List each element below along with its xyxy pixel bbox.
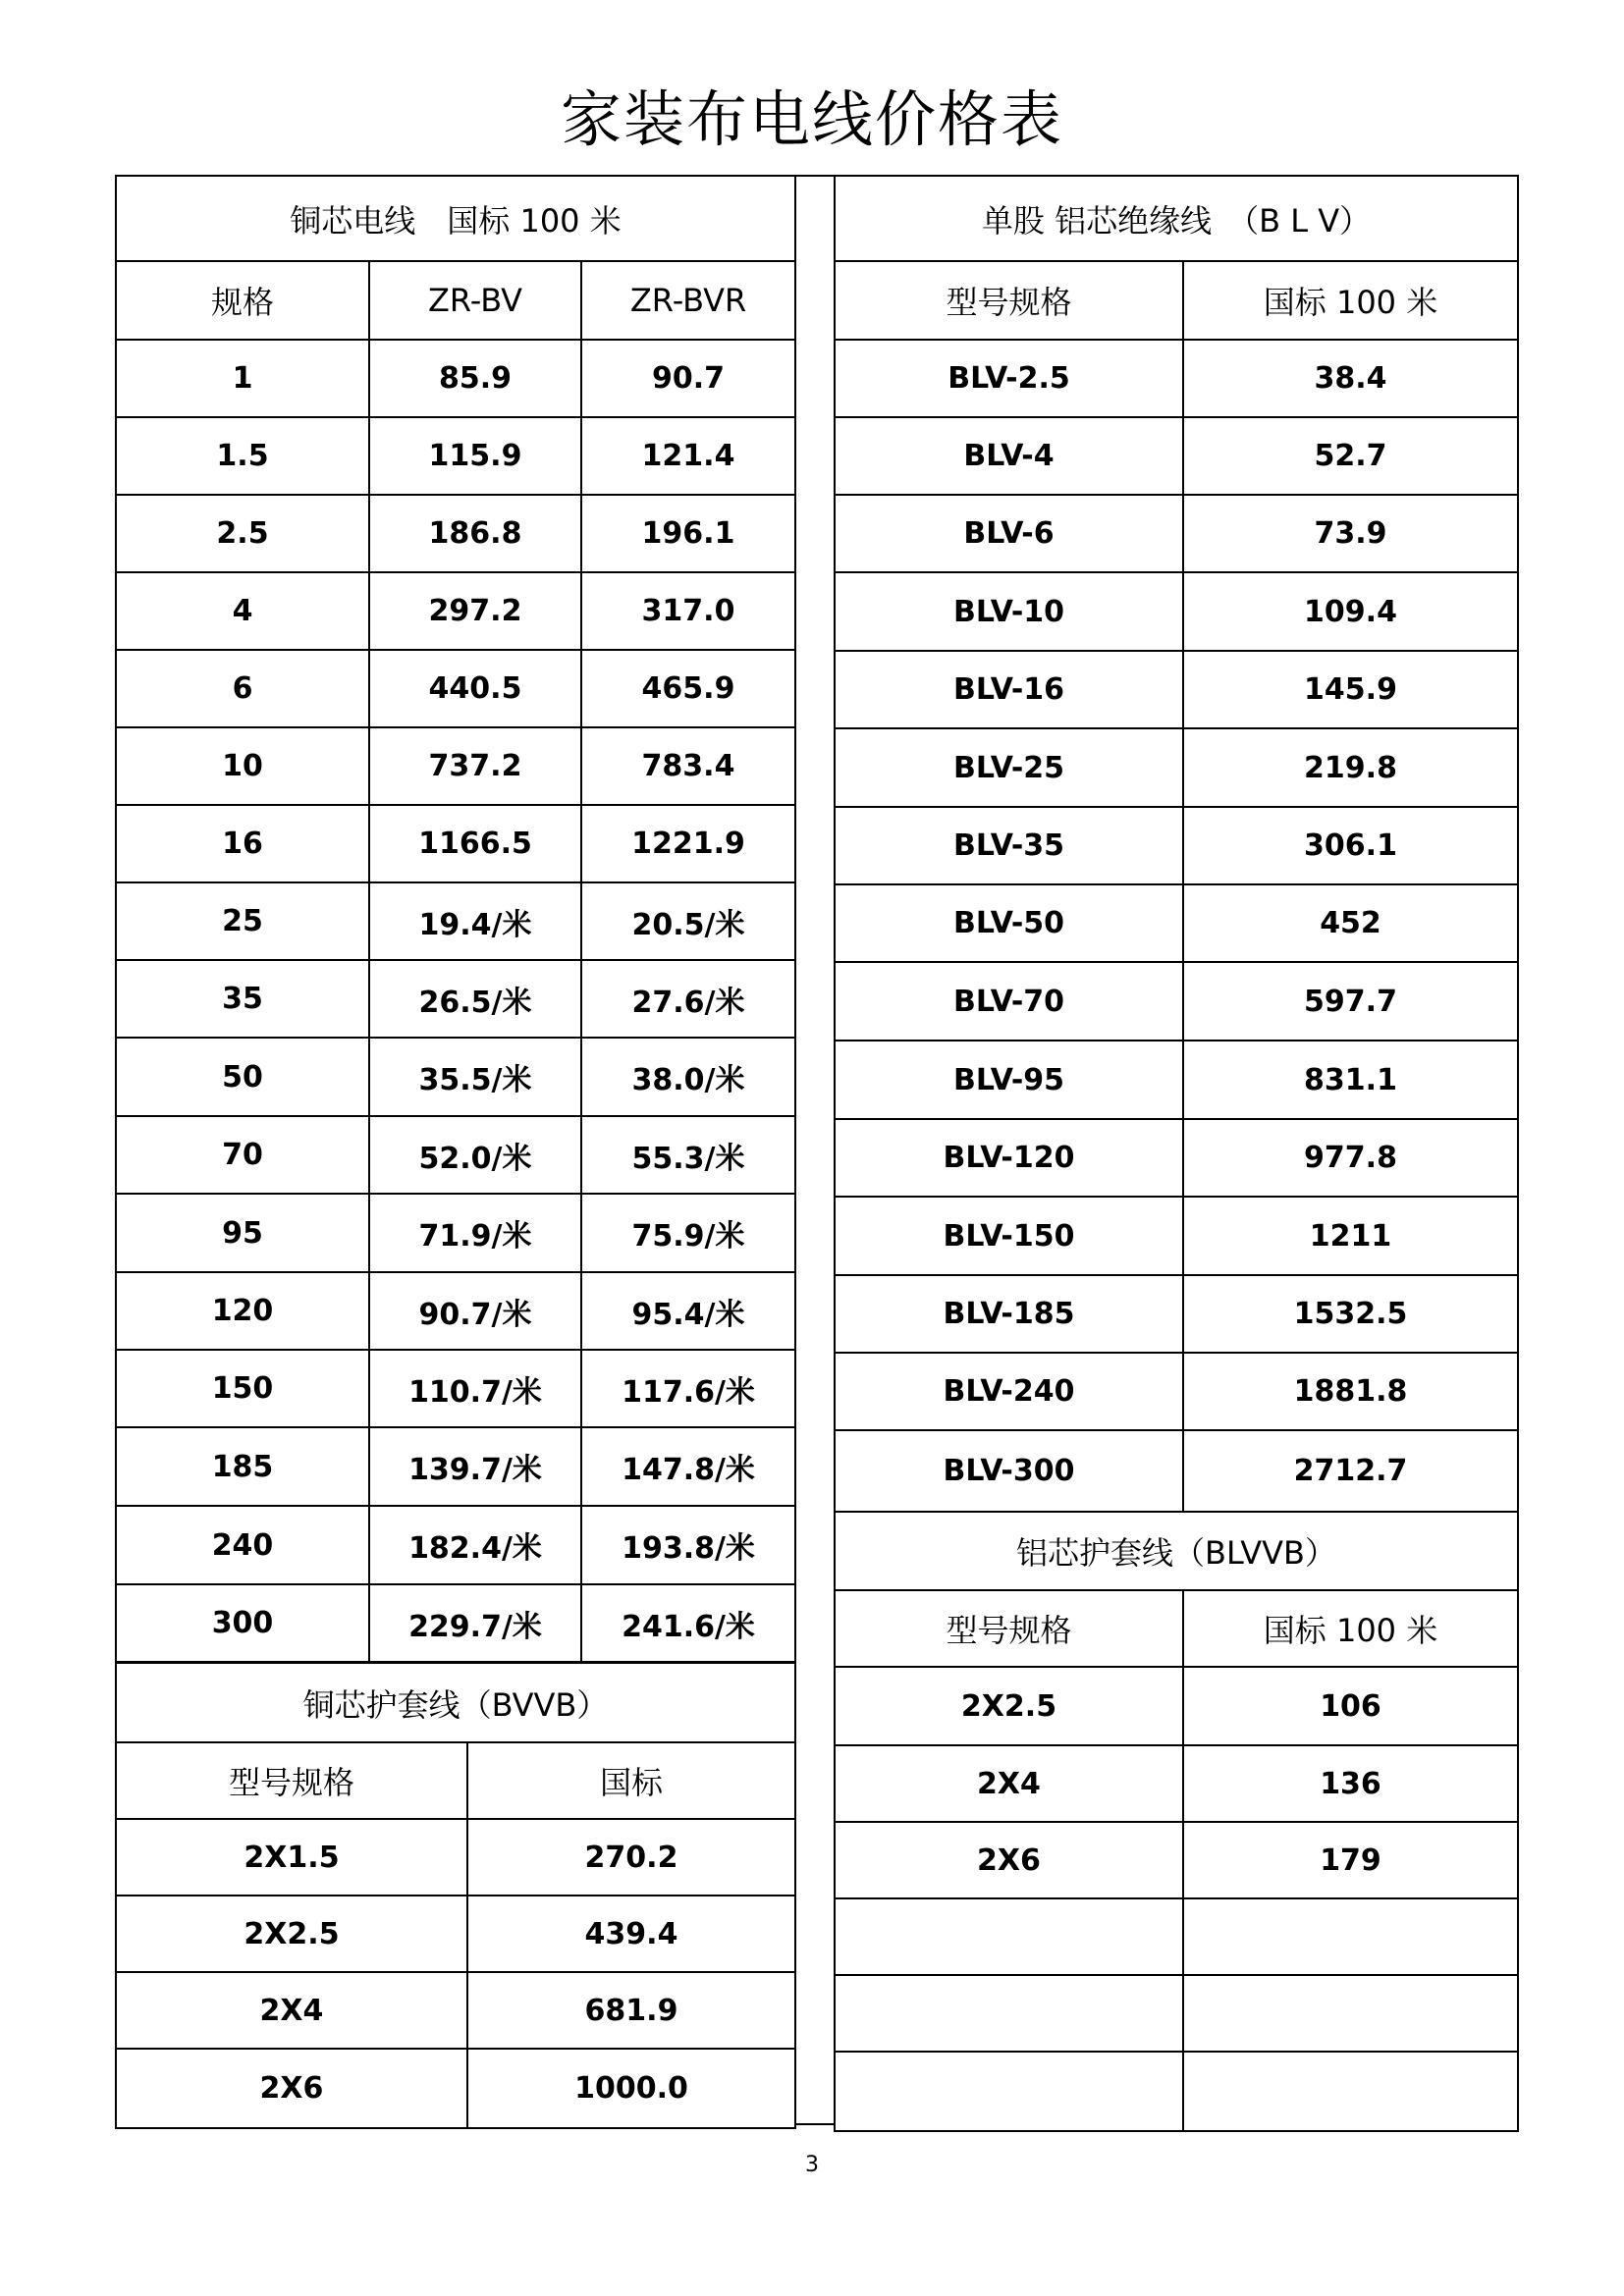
copper-header-zr-bv: ZR-BV <box>369 261 581 340</box>
aluminum-cell: 2712.7 <box>1183 1430 1518 1512</box>
copper-cell: 182.4/米 <box>369 1506 581 1584</box>
aluminum-sheathed-cell: 2X2.5 <box>835 1667 1183 1745</box>
aluminum-cell: BLV-120 <box>835 1119 1183 1197</box>
copper-header-spec: 规格 <box>116 261 369 340</box>
copper-cell: 1 <box>116 340 369 417</box>
aluminum-wire-table <box>834 175 1519 2132</box>
aluminum-row <box>835 884 1518 962</box>
copper-sheathed-cell: 439.4 <box>467 1896 795 1972</box>
copper-sheathed-cell: 1000.0 <box>467 2049 795 2128</box>
copper-cell: 35 <box>116 960 369 1038</box>
aluminum-cell: 1211 <box>1183 1197 1518 1275</box>
copper-row <box>116 960 795 1038</box>
copper-cell: 26.5/米 <box>369 960 581 1038</box>
aluminum-row <box>835 807 1518 884</box>
copper-sheathed-header-model: 型号规格 <box>116 1742 467 1819</box>
aluminum-sheathed-cell: 136 <box>1183 1745 1518 1822</box>
copper-cell: 90.7/米 <box>369 1272 581 1350</box>
aluminum-cell: BLV-50 <box>835 884 1183 962</box>
aluminum-sheathed-row <box>835 1898 1518 1975</box>
aluminum-sheathed-row <box>835 1745 1518 1822</box>
copper-sheathed-cell: 2X4 <box>116 1972 467 2049</box>
aluminum-sheathed-cell <box>835 1898 1183 1975</box>
column-separator <box>794 175 834 2125</box>
aluminum-row <box>835 1119 1518 1197</box>
copper-row <box>116 1350 795 1427</box>
aluminum-row <box>835 572 1518 651</box>
copper-cell: 95 <box>116 1194 369 1272</box>
copper-cell: 1.5 <box>116 417 369 495</box>
aluminum-cell: 597.7 <box>1183 962 1518 1041</box>
copper-cell: 115.9 <box>369 417 581 495</box>
copper-cell: 71.9/米 <box>369 1194 581 1272</box>
copper-row <box>116 1038 795 1116</box>
aluminum-row <box>835 495 1518 572</box>
aluminum-cell: 109.4 <box>1183 572 1518 651</box>
aluminum-row <box>835 1041 1518 1119</box>
copper-cell: 20.5/米 <box>581 882 795 960</box>
copper-sheathed-cell: 270.2 <box>467 1819 795 1896</box>
copper-cell: 85.9 <box>369 340 581 417</box>
copper-row <box>116 417 795 495</box>
aluminum-wire-title: 单股 铝芯绝缘线 （B L V） <box>835 176 1518 261</box>
aluminum-row <box>835 728 1518 807</box>
aluminum-sheathed-cell: 106 <box>1183 1667 1518 1745</box>
copper-cell: 117.6/米 <box>581 1350 795 1427</box>
copper-cell: 440.5 <box>369 650 581 727</box>
copper-row <box>116 495 795 572</box>
copper-row <box>116 1427 795 1506</box>
aluminum-sheathed-cell: 179 <box>1183 1822 1518 1898</box>
aluminum-cell: 831.1 <box>1183 1041 1518 1119</box>
copper-cell: 465.9 <box>581 650 795 727</box>
copper-sheathed-cell: 2X2.5 <box>116 1896 467 1972</box>
aluminum-cell: 452 <box>1183 884 1518 962</box>
aluminum-cell: 1881.8 <box>1183 1353 1518 1430</box>
aluminum-row <box>835 1197 1518 1275</box>
copper-cell: 185 <box>116 1427 369 1506</box>
aluminum-row <box>835 1353 1518 1430</box>
aluminum-sheathed-row <box>835 1822 1518 1898</box>
copper-cell: 110.7/米 <box>369 1350 581 1427</box>
copper-row <box>116 1506 795 1584</box>
copper-cell: 16 <box>116 805 369 882</box>
aluminum-sheathed-header-standard: 国标 100 米 <box>1183 1590 1518 1667</box>
copper-row <box>116 727 795 805</box>
copper-row <box>116 340 795 417</box>
copper-cell: 783.4 <box>581 727 795 805</box>
aluminum-cell: BLV-25 <box>835 728 1183 807</box>
aluminum-cell: BLV-6 <box>835 495 1183 572</box>
page-number: 3 <box>805 2153 819 2177</box>
copper-sheathed-row <box>116 1972 795 2049</box>
copper-sheathed-table <box>115 1662 796 2129</box>
aluminum-cell: 306.1 <box>1183 807 1518 884</box>
copper-cell: 27.6/米 <box>581 960 795 1038</box>
aluminum-row <box>835 1430 1518 1512</box>
copper-cell: 1166.5 <box>369 805 581 882</box>
copper-sheathed-cell: 2X6 <box>116 2049 467 2128</box>
aluminum-sheathed-cell: 2X4 <box>835 1745 1183 1822</box>
copper-sheathed-cell: 681.9 <box>467 1972 795 2049</box>
copper-cell: 193.8/米 <box>581 1506 795 1584</box>
copper-cell: 35.5/米 <box>369 1038 581 1116</box>
aluminum-sheathed-cell: 2X6 <box>835 1822 1183 1898</box>
copper-row <box>116 650 795 727</box>
copper-header-zr-bvr: ZR-BVR <box>581 261 795 340</box>
aluminum-cell: BLV-16 <box>835 651 1183 728</box>
aluminum-cell: 1532.5 <box>1183 1275 1518 1353</box>
copper-cell: 297.2 <box>369 572 581 650</box>
copper-cell: 25 <box>116 882 369 960</box>
aluminum-row <box>835 651 1518 728</box>
aluminum-cell: 52.7 <box>1183 417 1518 495</box>
aluminum-cell: BLV-185 <box>835 1275 1183 1353</box>
aluminum-sheathed-row <box>835 1667 1518 1745</box>
copper-cell: 240 <box>116 1506 369 1584</box>
copper-row <box>116 882 795 960</box>
copper-cell: 229.7/米 <box>369 1584 581 1662</box>
aluminum-sheathed-cell <box>1183 1898 1518 1975</box>
aluminum-sheathed-row <box>835 2052 1518 2131</box>
copper-cell: 1221.9 <box>581 805 795 882</box>
aluminum-sheathed-row <box>835 1975 1518 2052</box>
copper-cell: 120 <box>116 1272 369 1350</box>
copper-sheathed-row <box>116 1896 795 1972</box>
copper-cell: 139.7/米 <box>369 1427 581 1506</box>
copper-row <box>116 805 795 882</box>
copper-cell: 90.7 <box>581 340 795 417</box>
copper-cell: 121.4 <box>581 417 795 495</box>
copper-cell: 2.5 <box>116 495 369 572</box>
aluminum-sheathed-header-model: 型号规格 <box>835 1590 1183 1667</box>
copper-cell: 300 <box>116 1584 369 1662</box>
copper-cell: 147.8/米 <box>581 1427 795 1506</box>
copper-cell: 52.0/米 <box>369 1116 581 1194</box>
copper-cell: 10 <box>116 727 369 805</box>
aluminum-sheathed-cell <box>835 2052 1183 2131</box>
aluminum-sheathed-cell <box>1183 1975 1518 2052</box>
copper-row <box>116 1272 795 1350</box>
aluminum-cell: 38.4 <box>1183 340 1518 417</box>
copper-cell: 4 <box>116 572 369 650</box>
copper-row <box>116 572 795 650</box>
aluminum-cell: BLV-95 <box>835 1041 1183 1119</box>
copper-cell: 75.9/米 <box>581 1194 795 1272</box>
aluminum-cell: BLV-10 <box>835 572 1183 651</box>
copper-sheathed-title: 铜芯护套线（BVVB） <box>116 1663 795 1742</box>
page-title: 家装布电线价格表 <box>560 83 1063 155</box>
copper-row <box>116 1194 795 1272</box>
copper-cell: 196.1 <box>581 495 795 572</box>
copper-cell: 38.0/米 <box>581 1038 795 1116</box>
aluminum-row <box>835 417 1518 495</box>
aluminum-cell: BLV-300 <box>835 1430 1183 1512</box>
copper-cell: 70 <box>116 1116 369 1194</box>
aluminum-row <box>835 340 1518 417</box>
aluminum-row <box>835 962 1518 1041</box>
aluminum-cell: BLV-2.5 <box>835 340 1183 417</box>
aluminum-row <box>835 1275 1518 1353</box>
aluminum-header-model: 型号规格 <box>835 261 1183 340</box>
copper-sheathed-row <box>116 1819 795 1896</box>
aluminum-cell: BLV-4 <box>835 417 1183 495</box>
copper-cell: 186.8 <box>369 495 581 572</box>
copper-cell: 55.3/米 <box>581 1116 795 1194</box>
copper-cell: 50 <box>116 1038 369 1116</box>
aluminum-sheathed-cell <box>835 1975 1183 2052</box>
copper-row <box>116 1116 795 1194</box>
aluminum-sheathed-cell <box>1183 2052 1518 2131</box>
aluminum-cell: 219.8 <box>1183 728 1518 807</box>
copper-cell: 317.0 <box>581 572 795 650</box>
aluminum-cell: BLV-70 <box>835 962 1183 1041</box>
aluminum-cell: BLV-240 <box>835 1353 1183 1430</box>
copper-sheathed-cell: 2X1.5 <box>116 1819 467 1896</box>
copper-cell: 150 <box>116 1350 369 1427</box>
copper-cell: 95.4/米 <box>581 1272 795 1350</box>
copper-cell: 241.6/米 <box>581 1584 795 1662</box>
copper-row <box>116 1584 795 1662</box>
copper-wire-table <box>115 175 796 1663</box>
copper-cell: 737.2 <box>369 727 581 805</box>
aluminum-cell: 977.8 <box>1183 1119 1518 1197</box>
aluminum-cell: BLV-150 <box>835 1197 1183 1275</box>
copper-sheathed-row <box>116 2049 795 2128</box>
copper-cell: 6 <box>116 650 369 727</box>
aluminum-sheathed-title: 铝芯护套线（BLVVB） <box>835 1512 1518 1590</box>
copper-sheathed-header-standard: 国标 <box>467 1742 795 1819</box>
copper-cell: 19.4/米 <box>369 882 581 960</box>
aluminum-cell: 145.9 <box>1183 651 1518 728</box>
aluminum-header-standard: 国标 100 米 <box>1183 261 1518 340</box>
copper-wire-title: 铜芯电线 国标 100 米 <box>116 176 795 261</box>
aluminum-cell: BLV-35 <box>835 807 1183 884</box>
aluminum-cell: 73.9 <box>1183 495 1518 572</box>
